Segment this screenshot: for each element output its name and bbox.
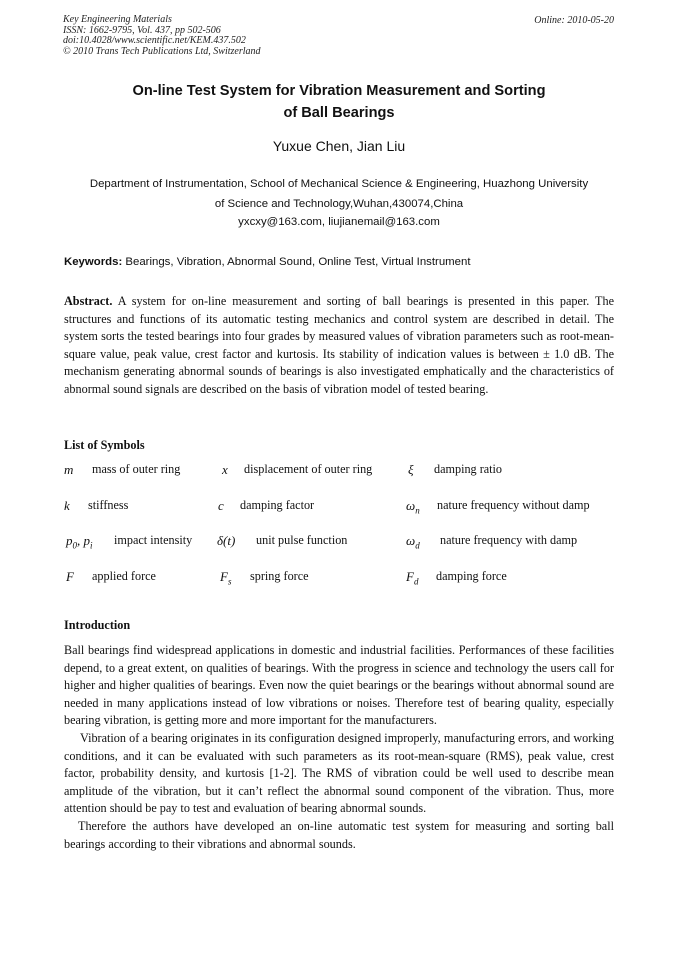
journal-header bbox=[63, 15, 261, 57]
symbol-description: damping ratio bbox=[434, 462, 503, 476]
keywords-text: Bearings, Vibration, Abnormal Sound, Online Test, Virtual Instrument bbox=[125, 256, 471, 268]
symbol: c bbox=[218, 498, 224, 513]
symbol: ξ bbox=[408, 462, 414, 477]
symbol: m bbox=[64, 462, 74, 477]
author-emails: yxcxy@163.com, liujianemail@163.com bbox=[238, 216, 440, 228]
abstract-label: Abstract. bbox=[64, 294, 113, 308]
symbols-heading: List of Symbols bbox=[64, 438, 145, 452]
title-line-2: of Ball Bearings bbox=[283, 105, 395, 121]
intro-paragraph-3: Therefore the authors have developed an on-line automatic test system for measuring and sorting ball bearings according to their vibrations and abnormal sounds. bbox=[64, 818, 614, 851]
symbol: $F_s$ bbox=[220, 569, 232, 587]
symbol-description: spring force bbox=[250, 569, 309, 583]
symbol-row bbox=[64, 533, 624, 555]
journal-name: Key Engineering Materials bbox=[63, 14, 172, 25]
symbol-description: impact intensity bbox=[114, 533, 193, 547]
authors: Yuxue Chen, Jian Liu bbox=[272, 138, 406, 154]
affiliation bbox=[62, 174, 616, 214]
intro-paragraph-2: Vibration of a bearing originates in its configuration designed improperly, manufacturing errors, and working conditions, and it can be evaluated with such parameters as its root-mean-square (RMS), peak value, crest factor, probability density, and kurtosis [1-2]. The RMS of vibration could be well used to describe mean amplitude of the vibration, but it can’t reflect the abnormal sound component of the vibration. Thus, more attention should be pay to test and evaluation of bearing abnormal sounds. bbox=[64, 730, 614, 816]
affiliation-line-1: Department of Instrumentation, School of Mechanical Science & Engineering, Huazhong University bbox=[89, 178, 589, 190]
symbol: δ(t) bbox=[217, 533, 236, 548]
online-date: Online: 2010-05-20 bbox=[534, 15, 614, 26]
symbol: $F_d$ bbox=[406, 569, 419, 587]
affiliation-line-2: of Science and Technology,Wuhan,430074,China bbox=[214, 198, 464, 210]
intro-paragraph-1: Ball bearings find widespread applications in domestic and industrial facilities. Performances of these facilities depend, to a great extent, on qualities of bearings. With the progress in science and technology the users call for higher and higher qualities of bearings. Even now the quiet bearings or the bearings without abnormal sound are needed in many applications instead of low vibrations or noises. Therefore test of bearing quality, especially bearing vibration, is getting more and more important for the manufacturers. bbox=[64, 643, 614, 728]
copyright-line: © 2010 Trans Tech Publications Ltd, Switzerland bbox=[63, 45, 261, 57]
introduction-heading: Introduction bbox=[64, 618, 131, 632]
paper-title bbox=[64, 80, 614, 124]
symbol: $\omega_n$ bbox=[406, 498, 420, 516]
abstract bbox=[64, 293, 614, 399]
symbol-description: nature frequency with damp bbox=[440, 533, 578, 547]
symbol-description: damping force bbox=[436, 569, 507, 583]
symbol-row bbox=[64, 498, 624, 520]
doi-line: doi:10.4028/www.scientific.net/KEM.437.502 bbox=[63, 35, 246, 46]
symbol-description: mass of outer ring bbox=[92, 462, 181, 476]
symbol-description: damping factor bbox=[240, 498, 315, 512]
symbol-row bbox=[64, 569, 624, 591]
symbol-description: unit pulse function bbox=[256, 533, 348, 547]
symbol-description: displacement of outer ring bbox=[244, 462, 373, 476]
symbol: F bbox=[66, 569, 74, 584]
introduction-body bbox=[64, 642, 614, 853]
title-line-1: On-line Test System for Vibration Measurement and Sorting bbox=[132, 83, 546, 99]
symbol: k bbox=[64, 498, 70, 513]
symbol-description: applied force bbox=[92, 569, 156, 583]
symbol: x bbox=[222, 462, 228, 477]
keywords bbox=[64, 256, 624, 268]
symbol-description: stiffness bbox=[88, 498, 129, 512]
symbol-description: nature frequency without damp bbox=[437, 498, 590, 512]
abstract-text: A system for on-line measurement and sorting of ball bearings is presented in this paper. The structures and functions of its automatic testing mechanics and control system are described in detail. The system sorts the tested bearings into four grades by measured values of vibration parameters such as root-mean-square value, peak value, crest factor and kurtosis. Its stability of indication values is between ± 1.0 dB. The mechanism generating abnormal sounds of bearings is also investigated emphatically and the characteristics of abnormal sound signals are described on the basis of vibration model of tested bearing. bbox=[64, 294, 615, 396]
symbol: $p_0$, $p_i$ bbox=[66, 533, 93, 551]
keywords-label: Keywords: bbox=[64, 256, 123, 268]
symbol-row bbox=[64, 462, 624, 484]
symbol: $\omega_d$ bbox=[406, 533, 420, 551]
issn-line: ISSN: 1662-9795, Vol. 437, pp 502-506 bbox=[63, 24, 221, 36]
